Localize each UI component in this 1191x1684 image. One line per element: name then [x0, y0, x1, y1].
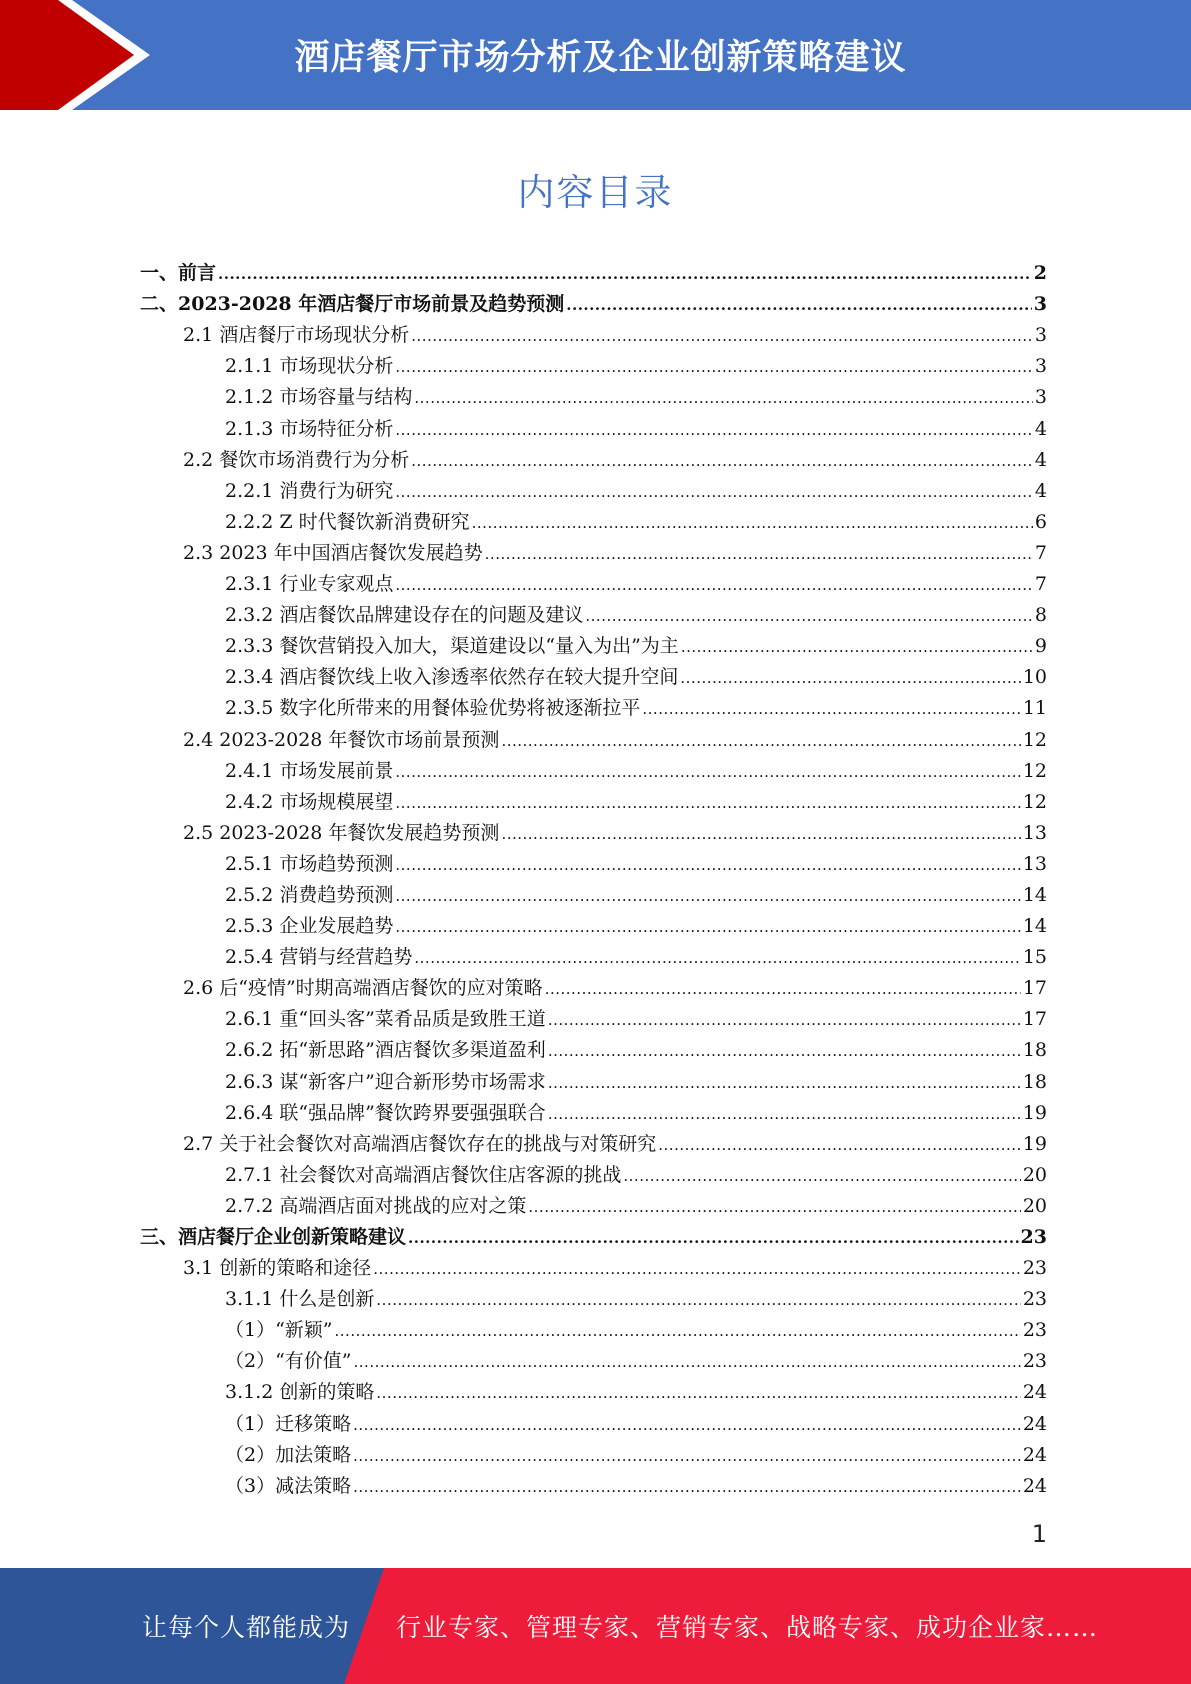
toc-entry[interactable] — [140, 1249, 1047, 1280]
header-title: 酒店餐厅市场分析及企业创新策略建议 — [294, 38, 907, 78]
toc-entry-title: 一、前言 — [140, 262, 217, 285]
toc-entry[interactable] — [140, 1373, 1047, 1404]
toc-entry-title: 2.3.5 数字化所带来的用餐体验优势将被逐渐拉平 — [225, 697, 641, 720]
toc-entry-title: 2.1.1 市场现状分析 — [225, 355, 394, 378]
toc-entry-page: 3 — [1033, 293, 1047, 316]
toc-entry-title: 3.1.1 什么是创新 — [225, 1288, 375, 1311]
toc-entry[interactable] — [140, 783, 1047, 814]
toc-entry[interactable] — [140, 845, 1047, 876]
page-header — [0, 0, 1191, 110]
toc-entry-page: 11 — [1022, 697, 1047, 720]
toc-entry[interactable] — [140, 565, 1047, 596]
toc-entry[interactable] — [140, 503, 1047, 534]
toc-dot-leader — [485, 544, 1033, 565]
toc-entry-page: 4 — [1034, 479, 1047, 502]
toc-entry[interactable] — [140, 1404, 1047, 1435]
toc-entry-title: 2.6.3 谋“新客户”迎合新形势市场需求 — [225, 1070, 546, 1093]
toc-entry[interactable] — [140, 596, 1047, 627]
toc-entry-page: 2 — [1033, 262, 1047, 285]
toc-entry[interactable] — [140, 254, 1047, 285]
toc-entry-title: 2.3.4 酒店餐饮线上收入渗透率依然存在较大提升空间 — [225, 666, 679, 689]
toc-entry-title: 2.5 2023-2028 年餐饮发展趋势预测 — [183, 821, 500, 844]
toc-entry[interactable] — [140, 1125, 1047, 1156]
toc-entry-page: 12 — [1022, 728, 1047, 751]
toc-entry[interactable] — [140, 1187, 1047, 1218]
toc-entry-title: 2.5.3 企业发展趋势 — [225, 915, 394, 938]
toc-dot-leader — [548, 1073, 1021, 1094]
toc-entry[interactable] — [140, 938, 1047, 969]
toc-entry-page: 12 — [1022, 759, 1047, 782]
toc-entry-page: 4 — [1034, 417, 1047, 440]
toc-entry[interactable] — [140, 534, 1047, 565]
toc-entry-title: 2.1 酒店餐厅市场现状分析 — [183, 324, 410, 347]
toc-entry[interactable] — [140, 1467, 1047, 1498]
toc-entry-title: 2.5.2 消费趋势预测 — [225, 883, 394, 906]
toc-entry-title: 2.2 餐饮市场消费行为分析 — [183, 448, 410, 471]
toc-dot-leader — [353, 1477, 1021, 1498]
toc-entry-page: 24 — [1022, 1381, 1047, 1404]
toc-entry-page: 23 — [1022, 1288, 1047, 1311]
toc-entry[interactable] — [140, 658, 1047, 689]
toc-entry-page: 20 — [1022, 1163, 1047, 1186]
toc-entry[interactable] — [140, 378, 1047, 409]
toc-entry-title: 二、2023-2028 年酒店餐厅市场前景及趋势预测 — [140, 293, 565, 316]
toc-dot-leader — [548, 1104, 1021, 1125]
toc-entry-title: 3.1 创新的策略和途径 — [183, 1257, 372, 1280]
toc-entry-title: 2.2.2 Z 时代餐饮新消费研究 — [225, 510, 470, 533]
toc-title: 内容目录 — [517, 171, 674, 214]
toc-entry[interactable] — [140, 876, 1047, 907]
toc-entry-title: （2）“有价值” — [225, 1350, 352, 1373]
footer-slogan-right: 行业专家、管理专家、营销专家、战略专家、成功企业家…… — [396, 1613, 1099, 1642]
toc-entry-title: 2.3.1 行业专家观点 — [225, 573, 394, 596]
toc-entry-page: 3 — [1034, 386, 1047, 409]
toc-dot-leader — [395, 886, 1020, 907]
toc-entry-page: 19 — [1022, 1101, 1047, 1124]
toc-entry-page: 23 — [1022, 1319, 1047, 1342]
toc-dot-leader — [395, 482, 1033, 503]
toc-entry-title: 2.1.2 市场容量与结构 — [225, 386, 413, 409]
toc-entry-title: 2.7.1 社会餐饮对高端酒店餐饮住店客源的挑战 — [225, 1163, 622, 1186]
toc-dot-leader — [548, 1010, 1021, 1031]
toc-dot-leader — [408, 1228, 1019, 1249]
toc-entry-page: 9 — [1034, 635, 1047, 658]
toc-dot-leader — [411, 326, 1033, 347]
toc-dot-leader — [376, 1383, 1020, 1404]
toc-entry[interactable] — [140, 969, 1047, 1000]
toc-dot-leader — [414, 388, 1033, 409]
toc-entry-title: 2.6.4 联“强品牌”餐饮跨界要强强联合 — [225, 1101, 546, 1124]
toc-entry[interactable] — [140, 627, 1047, 658]
toc-entry-page: 23 — [1022, 1350, 1047, 1373]
toc-entry[interactable] — [140, 1000, 1047, 1031]
toc-entry-page: 3 — [1034, 324, 1047, 347]
page-number: 1 — [1031, 1520, 1047, 1548]
toc-dot-leader — [501, 824, 1020, 845]
toc-entry-page: 18 — [1022, 1070, 1047, 1093]
toc-entry[interactable] — [140, 1311, 1047, 1342]
toc-entry-title: 2.5.1 市场趋势预测 — [225, 852, 394, 875]
toc-entry-page: 15 — [1022, 946, 1047, 969]
toc-dot-leader — [548, 1041, 1021, 1062]
toc-entry[interactable] — [140, 347, 1047, 378]
toc-entry-page: 13 — [1022, 852, 1047, 875]
toc-entry[interactable] — [140, 285, 1047, 316]
toc-entry-page: 19 — [1022, 1132, 1047, 1155]
toc-entry[interactable] — [140, 1031, 1047, 1062]
toc-entry-page: 18 — [1022, 1039, 1047, 1062]
toc-dot-leader — [472, 513, 1033, 534]
toc-dot-leader — [354, 1352, 1021, 1373]
toc-entry-title: （1）迁移策略 — [225, 1412, 352, 1435]
toc-dot-leader — [680, 668, 1020, 689]
toc-entry-page: 24 — [1022, 1443, 1047, 1466]
toc-entry-page: 6 — [1034, 510, 1047, 533]
toc-dot-leader — [395, 420, 1033, 441]
toc-entry[interactable] — [140, 752, 1047, 783]
toc-entry-title: 2.4 2023-2028 年餐饮市场前景预测 — [183, 728, 500, 751]
toc-dot-leader — [642, 699, 1020, 720]
toc-dot-leader — [528, 1197, 1020, 1218]
toc-entry-title: 2.7 关于社会餐饮对高端酒店餐饮存在的挑战与对策研究 — [183, 1132, 657, 1155]
toc-dot-leader — [501, 731, 1020, 752]
toc-entry-title: 2.4.2 市场规模展望 — [225, 790, 394, 813]
toc-entry[interactable] — [140, 1156, 1047, 1187]
toc-dot-leader — [681, 637, 1033, 658]
toc-dot-leader — [395, 575, 1033, 596]
toc-entry-title: 3.1.2 创新的策略 — [225, 1381, 375, 1404]
toc-entry-page: 8 — [1034, 604, 1047, 627]
toc-entry[interactable] — [140, 1342, 1047, 1373]
toc-dot-leader — [411, 451, 1033, 472]
toc-dot-leader — [414, 948, 1020, 969]
toc-entry-page: 13 — [1022, 821, 1047, 844]
toc-entry-title: 2.4.1 市场发展前景 — [225, 759, 394, 782]
toc-entry[interactable] — [140, 1218, 1047, 1249]
toc-entry-title: 2.3 2023 年中国酒店餐饮发展趋势 — [183, 541, 483, 564]
toc-entry-page: 12 — [1022, 790, 1047, 813]
toc-dot-leader — [395, 855, 1020, 876]
toc-entry-title: 2.7.2 高端酒店面对挑战的应对之策 — [225, 1194, 527, 1217]
toc-entry[interactable] — [140, 1062, 1047, 1093]
toc-entry-title: 2.3.3 餐饮营销投入加大，渠道建设以“量入为出”为主 — [225, 635, 679, 658]
toc-entry-page: 23 — [1022, 1257, 1047, 1280]
toc-dot-leader — [566, 295, 1032, 316]
table-of-contents — [140, 254, 1047, 1498]
toc-dot-leader — [218, 264, 1032, 285]
toc-entry-title: （1）“新颖” — [225, 1319, 333, 1342]
toc-entry-title: 2.5.4 营销与经营趋势 — [225, 946, 413, 969]
toc-dot-leader — [353, 1415, 1021, 1436]
toc-dot-leader — [395, 917, 1020, 938]
toc-entry-page: 7 — [1034, 573, 1047, 596]
toc-entry-page: 24 — [1022, 1474, 1047, 1497]
toc-entry-page: 20 — [1022, 1194, 1047, 1217]
toc-entry-page: 7 — [1034, 541, 1047, 564]
toc-entry[interactable] — [140, 720, 1047, 751]
toc-dot-leader — [545, 979, 1021, 1000]
toc-entry[interactable] — [140, 1094, 1047, 1125]
toc-dot-leader — [373, 1259, 1021, 1280]
toc-entry[interactable] — [140, 441, 1047, 472]
header-arrow-decoration — [0, 0, 160, 110]
toc-dot-leader — [658, 1135, 1021, 1156]
toc-dot-leader — [395, 762, 1020, 783]
toc-entry-title: 2.1.3 市场特征分析 — [225, 417, 394, 440]
toc-dot-leader — [353, 1446, 1021, 1467]
toc-dot-leader — [376, 1290, 1020, 1311]
toc-entry-page: 24 — [1022, 1412, 1047, 1435]
toc-entry-page: 10 — [1022, 666, 1047, 689]
toc-entry-page: 14 — [1022, 915, 1047, 938]
toc-entry[interactable] — [140, 472, 1047, 503]
toc-entry-page: 4 — [1034, 448, 1047, 471]
toc-entry-title: 2.3.2 酒店餐饮品牌建设存在的问题及建议 — [225, 604, 584, 627]
toc-entry-title: 三、酒店餐厅企业创新策略建议 — [140, 1226, 407, 1248]
toc-entry-title: （3）减法策略 — [225, 1474, 352, 1497]
toc-entry-page: 23 — [1020, 1226, 1047, 1248]
toc-entry-title: 2.6.2 拓“新思路”酒店餐饮多渠道盈利 — [225, 1039, 546, 1062]
toc-entry[interactable] — [140, 1436, 1047, 1467]
toc-entry-page: 14 — [1022, 883, 1047, 906]
toc-entry-page: 17 — [1022, 977, 1047, 1000]
toc-entry-page: 3 — [1034, 355, 1047, 378]
toc-entry-page: 17 — [1022, 1008, 1047, 1031]
toc-dot-leader — [395, 793, 1020, 814]
toc-entry[interactable] — [140, 907, 1047, 938]
toc-dot-leader — [585, 606, 1033, 627]
page-footer — [0, 1568, 1191, 1684]
toc-entry-title: 2.2.1 消费行为研究 — [225, 479, 394, 502]
toc-entry-title: （2）加法策略 — [225, 1443, 352, 1466]
toc-dot-leader — [395, 357, 1033, 378]
toc-entry-title: 2.6.1 重“回头客”菜肴品质是致胜王道 — [225, 1008, 546, 1031]
toc-entry[interactable] — [140, 316, 1047, 347]
toc-dot-leader — [623, 1166, 1020, 1187]
toc-entry[interactable] — [140, 814, 1047, 845]
toc-entry[interactable] — [140, 689, 1047, 720]
toc-entry[interactable] — [140, 1280, 1047, 1311]
toc-entry[interactable] — [140, 409, 1047, 440]
toc-entry-title: 2.6 后“疫情”时期高端酒店餐饮的应对策略 — [183, 977, 543, 1000]
footer-slogan-left: 让每个人都能成为 — [142, 1613, 351, 1642]
toc-dot-leader — [335, 1321, 1021, 1342]
